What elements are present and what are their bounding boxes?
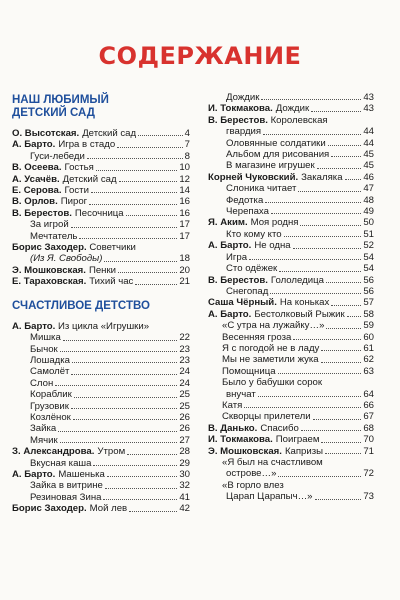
section-heading-line: НАШ ЛЮБИМЫЙ <box>12 94 109 106</box>
toc-title: Бестолковый Рыжик <box>254 308 345 320</box>
toc-title: Утром <box>97 446 126 458</box>
toc-page: 18 <box>179 253 190 265</box>
toc-entry <box>208 92 374 103</box>
toc-author: В. Данько. <box>208 422 258 434</box>
toc-page: 14 <box>179 185 190 197</box>
toc-page: 17 <box>179 230 190 242</box>
toc-entry <box>12 196 190 207</box>
toc-page: 56 <box>363 285 374 297</box>
toc-page: 50 <box>363 217 374 229</box>
toc-title: Капризы <box>284 445 324 457</box>
toc-page: 44 <box>363 137 374 149</box>
toc-entry <box>208 206 374 217</box>
toc-author: Э. Мошковская. <box>12 264 86 276</box>
toc-page: 27 <box>179 434 190 446</box>
page-title: СОДЕРЖАНИЕ <box>98 42 302 70</box>
toc-title: Спасибо <box>260 422 299 434</box>
toc-entry <box>208 103 374 114</box>
toc-title: Альбом для рисования <box>226 149 330 161</box>
toc-entry <box>208 434 374 445</box>
toc-title: Слоника читает <box>226 183 297 195</box>
toc-author: В. Осеева. <box>12 162 62 174</box>
toc-title: Резиновая Зина <box>30 491 102 503</box>
toc-page: 44 <box>363 126 374 138</box>
toc-entry: «В горло влез <box>222 479 284 491</box>
toc-entry <box>12 242 190 253</box>
toc-entry <box>12 321 190 332</box>
toc-entry <box>12 355 190 366</box>
toc-author: А. Барто. <box>12 139 56 151</box>
toc-entry <box>12 412 190 423</box>
toc-title: Федотка <box>226 194 264 206</box>
toc-entry <box>12 492 190 503</box>
toc-page: 30 <box>179 468 190 480</box>
toc-entry: «Я был на счастливом <box>222 457 323 468</box>
toc-title: Катя <box>222 399 243 411</box>
toc-title: Закаляка <box>301 171 343 183</box>
toc-entry <box>208 309 374 320</box>
toc-title: Машенька <box>58 468 105 480</box>
toc-entry <box>12 423 190 434</box>
toc-entry <box>12 389 190 400</box>
toc-page: 56 <box>363 274 374 286</box>
toc-page: 10 <box>179 162 190 174</box>
toc-author: Саша Чёрный. <box>208 297 277 309</box>
toc-title: Мечтатель <box>30 230 78 242</box>
toc-page: 45 <box>363 149 374 161</box>
toc-page: 62 <box>363 354 374 366</box>
toc-entry <box>208 297 374 308</box>
toc-entry <box>12 503 190 514</box>
toc-author: Я. Аким. <box>208 217 248 229</box>
toc-title: Игра в стадо <box>58 139 116 151</box>
toc-title: Мишка <box>30 332 61 344</box>
toc-title: Кто кому кто <box>226 228 282 240</box>
toc-title: Гости <box>64 185 89 197</box>
toc-author: Э. Мошковская. <box>208 445 282 457</box>
toc-entry <box>208 320 374 331</box>
toc-entry <box>12 265 190 276</box>
toc-title: Скворцы прилетели <box>222 411 311 423</box>
toc-title: Поиграем <box>275 434 320 446</box>
toc-entry <box>208 468 374 479</box>
toc-title: Мой лев <box>89 503 128 515</box>
toc-entry <box>12 480 190 491</box>
toc-title: «С утра на лужайку…» <box>222 320 325 332</box>
toc-page: 42 <box>179 503 190 515</box>
toc-title: Тихий час <box>89 276 134 288</box>
toc-author: Корней Чуковский. <box>208 171 299 183</box>
toc-entry <box>12 253 190 264</box>
toc-title: Зайка в витрине <box>30 480 103 492</box>
toc-page: 70 <box>363 434 374 446</box>
section-heading-kindergarten <box>12 94 190 120</box>
toc-title: Моя родня <box>250 217 299 229</box>
toc-title: Детский сад <box>62 173 117 185</box>
toc-author: А. Барто. <box>208 308 252 320</box>
toc-title: Кораблик <box>30 389 72 401</box>
toc-entry <box>12 366 190 377</box>
toc-author: З. Александрова. <box>12 446 95 458</box>
toc-entry <box>208 217 374 228</box>
toc-author: В. Берестов. <box>208 114 268 126</box>
toc-author: Е. Тараховская. <box>12 276 87 288</box>
toc-left-column <box>12 92 190 515</box>
toc-entry <box>208 160 374 171</box>
toc-page: 60 <box>363 331 374 343</box>
toc-page: 57 <box>363 297 374 309</box>
toc-page: 12 <box>179 173 190 185</box>
toc-page: 23 <box>179 343 190 355</box>
toc-author: В. Орлов. <box>12 196 58 208</box>
toc-entry <box>12 344 190 355</box>
toc-title: Пенки <box>88 264 117 276</box>
toc-title: Гуси-лебеди <box>30 150 85 162</box>
toc-entry <box>208 286 374 297</box>
toc-page: 26 <box>179 411 190 423</box>
toc-entry <box>208 115 374 126</box>
toc-entry <box>208 343 374 354</box>
toc-title: Мы не заметили жука <box>222 354 319 366</box>
toc-page: 67 <box>363 411 374 423</box>
toc-page: 43 <box>363 103 374 115</box>
toc-entry <box>12 139 190 150</box>
toc-title: Детский сад <box>82 128 137 139</box>
toc-author: О. Высотская. <box>12 128 80 139</box>
toc-author: А. Барто. <box>12 468 56 480</box>
toc-entry <box>12 332 190 343</box>
toc-title: Королевская <box>270 114 328 126</box>
toc-title: Зайка <box>30 423 57 435</box>
toc-title: Оловянные солдатики <box>226 137 326 149</box>
toc-author: В. Берестов. <box>12 207 72 219</box>
toc-title: Игра <box>226 251 248 263</box>
toc-title: Дождик <box>275 103 310 115</box>
toc-page: 25 <box>179 400 190 412</box>
toc-title: Мячик <box>30 434 58 446</box>
toc-entry <box>12 174 190 185</box>
toc-page: 7 <box>184 139 190 151</box>
toc-page: 48 <box>363 194 374 206</box>
toc-page: 46 <box>363 171 374 183</box>
toc-page: 54 <box>363 251 374 263</box>
toc-page: 72 <box>363 468 374 480</box>
toc-page: 16 <box>179 207 190 219</box>
toc-page: 45 <box>363 160 374 172</box>
toc-title: Советчики <box>89 242 136 254</box>
toc-title: Помощница <box>222 365 276 377</box>
toc-title: Весенняя гроза <box>222 331 292 343</box>
toc-author: И. Токмакова. <box>208 434 273 446</box>
toc-page: 66 <box>363 399 374 411</box>
toc-entry <box>208 195 374 206</box>
toc-entry <box>12 208 190 219</box>
toc-entry <box>12 162 190 173</box>
toc-page: 17 <box>179 219 190 231</box>
toc-author: А. Барто. <box>208 240 252 252</box>
toc-page: 26 <box>179 423 190 435</box>
toc-entry <box>12 435 190 446</box>
toc-author: Борис Заходер. <box>12 242 87 254</box>
toc-page: 29 <box>179 457 190 469</box>
toc-entry <box>12 469 190 480</box>
toc-title: Слон <box>30 377 54 389</box>
toc-entry <box>208 423 374 434</box>
toc-author: Борис Заходер. <box>12 503 87 515</box>
toc-entry <box>12 276 190 287</box>
toc-page: 58 <box>363 308 374 320</box>
toc-title: Из цикла «Игрушки» <box>58 320 150 332</box>
toc-title: Не одна <box>254 240 291 252</box>
toc-page: 25 <box>179 389 190 401</box>
toc-entry <box>208 446 374 457</box>
toc-entry <box>12 151 190 162</box>
toc-entry <box>208 138 374 149</box>
toc-entry <box>208 149 374 160</box>
toc-page: 73 <box>363 491 374 503</box>
toc-page: 49 <box>363 206 374 218</box>
toc-author: В. Берестов. <box>208 274 268 286</box>
toc-title: Лошадка <box>30 354 71 366</box>
toc-entry <box>208 389 374 400</box>
toc-entry <box>208 229 374 240</box>
toc-title: Снегопад <box>226 285 269 297</box>
toc-page: 43 <box>363 92 374 103</box>
toc-entry <box>208 172 374 183</box>
toc-title: За игрой <box>30 219 69 231</box>
toc-title: В магазине игрушек <box>226 160 315 172</box>
toc-title: (Из Я. Свободы) <box>30 253 103 265</box>
toc-page: 24 <box>179 377 190 389</box>
toc-page: 21 <box>179 276 190 288</box>
toc-title: Козлёнок <box>30 411 71 423</box>
toc-page: 51 <box>363 228 374 240</box>
toc-page: 71 <box>363 445 374 457</box>
toc-author: И. Токмакова. <box>208 103 273 115</box>
toc-title: Царап Царапыч…» <box>226 491 313 503</box>
toc-title: Сто одёжек <box>226 263 278 275</box>
toc-page: 28 <box>179 446 190 458</box>
toc-author: А. Барто. <box>12 320 56 332</box>
toc-entry <box>208 240 374 251</box>
toc-title: Вкусная каша <box>30 457 92 469</box>
toc-author: А. Усачёв. <box>12 173 60 185</box>
toc-title: внучат <box>226 388 256 400</box>
toc-entry <box>208 263 374 274</box>
toc-page: 47 <box>363 183 374 195</box>
toc-entry <box>12 231 190 242</box>
toc-page: 61 <box>363 342 374 354</box>
toc-page: 8 <box>184 150 190 162</box>
toc-title: Самолёт <box>30 366 70 378</box>
toc-entry <box>12 458 190 469</box>
toc-title: Дождик <box>226 92 260 103</box>
toc-page: 24 <box>179 366 190 378</box>
section-heading-line: ДЕТСКИЙ САД <box>12 107 95 119</box>
toc-entry <box>12 378 190 389</box>
toc-entry <box>208 366 374 377</box>
toc-entry <box>12 446 190 457</box>
toc-entry <box>208 491 374 502</box>
toc-entry <box>208 332 374 343</box>
toc-page: 63 <box>363 365 374 377</box>
toc-title: Бычок <box>30 343 58 355</box>
toc-page: 22 <box>179 332 190 344</box>
toc-entry <box>12 219 190 230</box>
toc-entry <box>208 400 374 411</box>
toc-entry <box>208 275 374 286</box>
toc-entry: Было у бабушки сорок <box>222 377 323 389</box>
toc-page: 41 <box>179 491 190 503</box>
toc-page: 64 <box>363 388 374 400</box>
toc-page: 52 <box>363 240 374 252</box>
toc-title: Пирог <box>60 196 88 208</box>
toc-page: 16 <box>179 196 190 208</box>
toc-entry <box>208 126 374 137</box>
toc-entry <box>12 128 190 139</box>
toc-right-column <box>208 92 374 503</box>
toc-title: Гололедица <box>270 274 324 286</box>
toc-page: 54 <box>363 263 374 275</box>
toc-page: 23 <box>179 354 190 366</box>
toc-title: гвардия <box>226 126 262 138</box>
toc-author: Е. Серова. <box>12 185 62 197</box>
toc-title: Черепаха <box>226 206 269 218</box>
toc-entry <box>208 411 374 422</box>
toc-entry <box>12 401 190 412</box>
toc-title: Гостья <box>64 162 94 174</box>
toc-title: острове…» <box>226 468 277 480</box>
toc-entry <box>12 185 190 196</box>
toc-entry <box>208 183 374 194</box>
toc-page: 68 <box>363 422 374 434</box>
toc-title: Грузовик <box>30 400 69 412</box>
toc-entry <box>208 252 374 263</box>
toc-title: Песочница <box>74 207 124 219</box>
toc-page: 4 <box>184 128 190 139</box>
toc-page: 20 <box>179 264 190 276</box>
toc-page: 59 <box>363 320 374 332</box>
toc-title: На коньках <box>279 297 330 309</box>
toc-page: 32 <box>179 480 190 492</box>
section-heading-happy-childhood: СЧАСТЛИВОЕ ДЕТСТВО <box>12 299 150 312</box>
toc-title: Я с погодой не в ладу <box>222 342 320 354</box>
toc-entry <box>208 354 374 365</box>
